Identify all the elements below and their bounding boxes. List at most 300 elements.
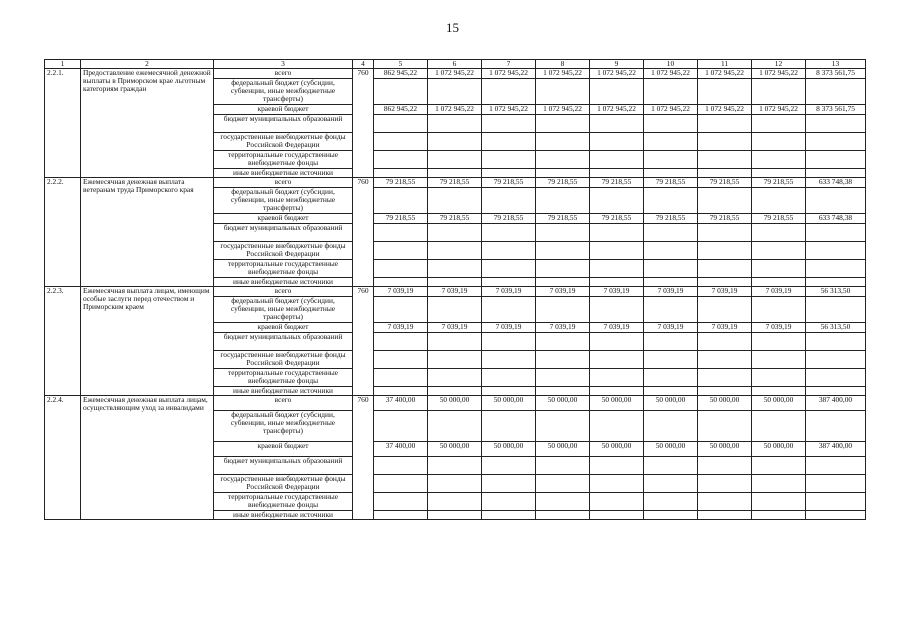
empty-cell: [698, 511, 752, 520]
funding-source: федеральный бюджет (субсидии, субвенции, иные межбюджетные трансферты): [214, 297, 353, 323]
empty-cell: [644, 493, 698, 511]
column-header-6: 6: [428, 60, 482, 69]
regional-value: 7 039,19: [428, 323, 482, 333]
empty-cell: [428, 351, 482, 369]
empty-cell: [482, 115, 536, 133]
budget-code: 760: [353, 396, 374, 520]
budget-code: 760: [353, 178, 374, 287]
empty-cell: [806, 133, 866, 151]
empty-cell: [482, 511, 536, 520]
regional-value: 79 218,55: [536, 214, 590, 224]
budget-code: 760: [353, 69, 374, 178]
regional-value: 1 072 945,22: [536, 105, 590, 115]
empty-cell: [644, 224, 698, 242]
funding-source: иные внебюджетные источники: [214, 511, 353, 520]
empty-cell: [536, 457, 590, 475]
regional-value: 79 218,55: [428, 214, 482, 224]
funding-source: государственные внебюджетные фонды Российской Федерации: [214, 242, 353, 260]
total-value: 79 218,55: [752, 178, 806, 188]
empty-cell: [752, 188, 806, 214]
empty-cell: [590, 169, 644, 178]
empty-cell: [590, 493, 644, 511]
empty-cell: [644, 242, 698, 260]
empty-cell: [482, 369, 536, 387]
empty-cell: [806, 351, 866, 369]
empty-cell: [698, 188, 752, 214]
empty-cell: [536, 115, 590, 133]
funding-source: краевой бюджет: [214, 323, 353, 333]
empty-cell: [806, 493, 866, 511]
table-body: [45, 60, 866, 520]
total-value: 1 072 945,22: [428, 69, 482, 79]
empty-cell: [482, 411, 536, 442]
regional-value: 79 218,55: [644, 214, 698, 224]
empty-cell: [536, 493, 590, 511]
empty-cell: [428, 369, 482, 387]
empty-cell: [644, 260, 698, 278]
empty-cell: [428, 115, 482, 133]
funding-source: иные внебюджетные источники: [214, 387, 353, 396]
item-number: 2.2.4.: [45, 396, 81, 520]
empty-cell: [806, 297, 866, 323]
empty-cell: [482, 475, 536, 493]
column-header-9: 9: [590, 60, 644, 69]
empty-cell: [806, 79, 866, 105]
empty-cell: [536, 387, 590, 396]
empty-cell: [806, 369, 866, 387]
regional-value: 79 218,55: [752, 214, 806, 224]
empty-cell: [536, 133, 590, 151]
empty-cell: [698, 242, 752, 260]
empty-cell: [752, 511, 806, 520]
empty-cell: [752, 297, 806, 323]
regional-value: 1 072 945,22: [428, 105, 482, 115]
regional-value: 50 000,00: [698, 442, 752, 457]
empty-cell: [374, 79, 428, 105]
empty-cell: [698, 133, 752, 151]
empty-cell: [806, 260, 866, 278]
regional-value: 79 218,55: [482, 214, 536, 224]
empty-cell: [698, 169, 752, 178]
empty-cell: [482, 79, 536, 105]
regional-value: 7 039,19: [590, 323, 644, 333]
empty-cell: [752, 79, 806, 105]
empty-cell: [536, 79, 590, 105]
total-value: 7 039,19: [428, 287, 482, 297]
empty-cell: [590, 297, 644, 323]
empty-cell: [536, 351, 590, 369]
empty-cell: [374, 242, 428, 260]
regional-value: 1 072 945,22: [752, 105, 806, 115]
total-value: 1 072 945,22: [590, 69, 644, 79]
empty-cell: [752, 475, 806, 493]
column-header-12: 12: [752, 60, 806, 69]
empty-cell: [698, 351, 752, 369]
empty-cell: [752, 278, 806, 287]
empty-cell: [374, 457, 428, 475]
empty-cell: [374, 260, 428, 278]
empty-cell: [374, 387, 428, 396]
total-value: 7 039,19: [698, 287, 752, 297]
empty-cell: [752, 333, 806, 351]
empty-cell: [428, 188, 482, 214]
empty-cell: [590, 333, 644, 351]
empty-cell: [698, 297, 752, 323]
regional-value: 7 039,19: [752, 323, 806, 333]
empty-cell: [698, 260, 752, 278]
funding-source: территориальные государственные внебюджетные фонды: [214, 260, 353, 278]
item-name: Ежемесячная денежная выплата ветеранам труда Приморского края: [81, 178, 214, 287]
item-number: 2.2.2.: [45, 178, 81, 287]
empty-cell: [428, 493, 482, 511]
column-header-11: 11: [698, 60, 752, 69]
empty-cell: [644, 369, 698, 387]
empty-cell: [698, 151, 752, 169]
budget-code: 760: [353, 287, 374, 396]
empty-cell: [752, 151, 806, 169]
empty-cell: [428, 278, 482, 287]
empty-cell: [806, 169, 866, 178]
total-value: 50 000,00: [482, 396, 536, 411]
item-number: 2.2.1.: [45, 69, 81, 178]
regional-value: 1 072 945,22: [644, 105, 698, 115]
total-value: 56 313,50: [806, 287, 866, 297]
regional-value: 7 039,19: [698, 323, 752, 333]
empty-cell: [644, 133, 698, 151]
total-value: 1 072 945,22: [698, 69, 752, 79]
regional-value: 633 748,38: [806, 214, 866, 224]
total-value: 50 000,00: [428, 396, 482, 411]
column-header-1: 1: [45, 60, 81, 69]
empty-cell: [752, 260, 806, 278]
regional-value: 7 039,19: [644, 323, 698, 333]
total-value: 37 400,00: [374, 396, 428, 411]
empty-cell: [806, 475, 866, 493]
item-name: Предоставление ежемесячной денежной выплаты в Приморском крае льготным категориям граждан: [81, 69, 214, 178]
regional-value: 79 218,55: [374, 214, 428, 224]
empty-cell: [428, 169, 482, 178]
total-value: 387 400,00: [806, 396, 866, 411]
funding-source: иные внебюджетные источники: [214, 278, 353, 287]
regional-value: 7 039,19: [536, 323, 590, 333]
regional-value: 50 000,00: [590, 442, 644, 457]
empty-cell: [536, 260, 590, 278]
empty-cell: [428, 511, 482, 520]
empty-cell: [374, 224, 428, 242]
empty-cell: [806, 188, 866, 214]
column-header-10: 10: [644, 60, 698, 69]
total-value: 7 039,19: [374, 287, 428, 297]
total-value: 8 373 561,75: [806, 69, 866, 79]
empty-cell: [590, 511, 644, 520]
empty-cell: [482, 297, 536, 323]
regional-value: 50 000,00: [428, 442, 482, 457]
empty-cell: [644, 333, 698, 351]
empty-cell: [752, 493, 806, 511]
empty-cell: [698, 278, 752, 287]
empty-cell: [482, 151, 536, 169]
empty-cell: [590, 133, 644, 151]
empty-cell: [482, 242, 536, 260]
total-value: 50 000,00: [644, 396, 698, 411]
funding-source: всего: [214, 178, 353, 188]
regional-value: 79 218,55: [590, 214, 644, 224]
empty-cell: [482, 457, 536, 475]
funding-source: территориальные государственные внебюджетные фонды: [214, 151, 353, 169]
total-value: 1 072 945,22: [752, 69, 806, 79]
funding-source: государственные внебюджетные фонды Российской Федерации: [214, 133, 353, 151]
empty-cell: [752, 242, 806, 260]
column-header-7: 7: [482, 60, 536, 69]
empty-cell: [698, 387, 752, 396]
empty-cell: [806, 511, 866, 520]
empty-cell: [428, 333, 482, 351]
regional-value: 37 400,00: [374, 442, 428, 457]
empty-cell: [590, 369, 644, 387]
empty-cell: [374, 511, 428, 520]
funding-source: иные внебюджетные источники: [214, 169, 353, 178]
empty-cell: [806, 457, 866, 475]
regional-value: 56 313,50: [806, 323, 866, 333]
total-value: 79 218,55: [536, 178, 590, 188]
empty-cell: [536, 511, 590, 520]
column-number-header: [45, 60, 866, 69]
empty-cell: [374, 411, 428, 442]
empty-cell: [590, 242, 644, 260]
total-value: 7 039,19: [644, 287, 698, 297]
empty-cell: [482, 224, 536, 242]
empty-cell: [644, 278, 698, 287]
funding-source: федеральный бюджет (субсидии, субвенции, иные межбюджетные трансферты): [214, 79, 353, 105]
total-value: 79 218,55: [482, 178, 536, 188]
empty-cell: [536, 188, 590, 214]
empty-cell: [428, 387, 482, 396]
empty-cell: [590, 411, 644, 442]
budget-table: [44, 59, 866, 520]
empty-cell: [698, 224, 752, 242]
empty-cell: [590, 115, 644, 133]
empty-cell: [428, 151, 482, 169]
funding-source: краевой бюджет: [214, 105, 353, 115]
column-header-5: 5: [374, 60, 428, 69]
total-value: 50 000,00: [590, 396, 644, 411]
empty-cell: [644, 79, 698, 105]
empty-cell: [806, 411, 866, 442]
empty-cell: [806, 387, 866, 396]
total-value: 1 072 945,22: [536, 69, 590, 79]
regional-value: 50 000,00: [482, 442, 536, 457]
empty-cell: [428, 133, 482, 151]
total-value: 7 039,19: [752, 287, 806, 297]
empty-cell: [644, 115, 698, 133]
regional-value: 862 945,22: [374, 105, 428, 115]
empty-cell: [698, 79, 752, 105]
regional-value: 1 072 945,22: [698, 105, 752, 115]
empty-cell: [482, 133, 536, 151]
empty-cell: [536, 333, 590, 351]
empty-cell: [428, 224, 482, 242]
funding-source: территориальные государственные внебюджетные фонды: [214, 493, 353, 511]
funding-source: территориальные государственные внебюджетные фонды: [214, 369, 353, 387]
empty-cell: [698, 115, 752, 133]
empty-cell: [374, 475, 428, 493]
empty-cell: [536, 242, 590, 260]
empty-cell: [698, 333, 752, 351]
empty-cell: [644, 511, 698, 520]
empty-cell: [428, 475, 482, 493]
total-value: 50 000,00: [536, 396, 590, 411]
empty-cell: [644, 351, 698, 369]
empty-cell: [428, 457, 482, 475]
empty-cell: [644, 457, 698, 475]
empty-cell: [590, 351, 644, 369]
total-value: 7 039,19: [536, 287, 590, 297]
empty-cell: [428, 297, 482, 323]
column-header-13: 13: [806, 60, 866, 69]
empty-cell: [374, 351, 428, 369]
empty-cell: [374, 133, 428, 151]
total-value: 50 000,00: [752, 396, 806, 411]
total-value: 79 218,55: [590, 178, 644, 188]
empty-cell: [482, 260, 536, 278]
regional-value: 50 000,00: [752, 442, 806, 457]
empty-cell: [806, 333, 866, 351]
empty-cell: [482, 278, 536, 287]
table-row: [45, 178, 866, 188]
regional-value: 1 072 945,22: [482, 105, 536, 115]
empty-cell: [752, 351, 806, 369]
empty-cell: [590, 457, 644, 475]
empty-cell: [644, 151, 698, 169]
empty-cell: [374, 188, 428, 214]
empty-cell: [482, 169, 536, 178]
empty-cell: [374, 169, 428, 178]
empty-cell: [536, 278, 590, 287]
empty-cell: [644, 188, 698, 214]
total-value: 1 072 945,22: [644, 69, 698, 79]
empty-cell: [428, 260, 482, 278]
empty-cell: [590, 79, 644, 105]
total-value: 79 218,55: [374, 178, 428, 188]
total-value: 1 072 945,22: [482, 69, 536, 79]
funding-source: краевой бюджет: [214, 442, 353, 457]
regional-value: 7 039,19: [482, 323, 536, 333]
empty-cell: [374, 151, 428, 169]
empty-cell: [752, 457, 806, 475]
empty-cell: [590, 475, 644, 493]
regional-value: 50 000,00: [536, 442, 590, 457]
empty-cell: [482, 387, 536, 396]
empty-cell: [428, 79, 482, 105]
empty-cell: [806, 115, 866, 133]
empty-cell: [482, 333, 536, 351]
empty-cell: [374, 333, 428, 351]
empty-cell: [482, 188, 536, 214]
regional-value: 8 373 561,75: [806, 105, 866, 115]
table-row: [45, 396, 866, 411]
empty-cell: [752, 133, 806, 151]
empty-cell: [806, 224, 866, 242]
empty-cell: [536, 169, 590, 178]
funding-source: бюджет муниципальных образований: [214, 115, 353, 133]
regional-value: 79 218,55: [698, 214, 752, 224]
empty-cell: [536, 411, 590, 442]
empty-cell: [374, 369, 428, 387]
empty-cell: [536, 224, 590, 242]
empty-cell: [590, 151, 644, 169]
empty-cell: [644, 475, 698, 493]
table-row: [45, 69, 866, 79]
funding-source: федеральный бюджет (субсидии, субвенции, иные межбюджетные трансферты): [214, 411, 353, 442]
empty-cell: [806, 278, 866, 287]
total-value: 50 000,00: [698, 396, 752, 411]
regional-value: 50 000,00: [644, 442, 698, 457]
empty-cell: [806, 242, 866, 260]
empty-cell: [374, 297, 428, 323]
empty-cell: [644, 387, 698, 396]
column-header-4: 4: [353, 60, 374, 69]
funding-source: государственные внебюджетные фонды Российской Федерации: [214, 475, 353, 493]
total-value: 7 039,19: [590, 287, 644, 297]
empty-cell: [644, 169, 698, 178]
empty-cell: [482, 351, 536, 369]
item-name: Ежемесячная денежная выплата лицам, осуществляющим уход за инвалидами: [81, 396, 214, 520]
total-value: 79 218,55: [644, 178, 698, 188]
funding-source: бюджет муниципальных образований: [214, 224, 353, 242]
funding-source: краевой бюджет: [214, 214, 353, 224]
empty-cell: [428, 242, 482, 260]
empty-cell: [698, 411, 752, 442]
regional-value: 7 039,19: [374, 323, 428, 333]
empty-cell: [590, 224, 644, 242]
empty-cell: [374, 493, 428, 511]
column-header-3: 3: [214, 60, 353, 69]
empty-cell: [698, 457, 752, 475]
total-value: 79 218,55: [698, 178, 752, 188]
funding-source: всего: [214, 69, 353, 79]
funding-source: государственные внебюджетные фонды Российской Федерации: [214, 351, 353, 369]
funding-source: бюджет муниципальных образований: [214, 457, 353, 475]
empty-cell: [644, 411, 698, 442]
empty-cell: [428, 411, 482, 442]
item-number: 2.2.3.: [45, 287, 81, 396]
empty-cell: [752, 169, 806, 178]
total-value: 862 945,22: [374, 69, 428, 79]
page-number: 15: [446, 20, 459, 35]
empty-cell: [590, 260, 644, 278]
empty-cell: [806, 151, 866, 169]
empty-cell: [752, 411, 806, 442]
total-value: 633 748,38: [806, 178, 866, 188]
empty-cell: [374, 115, 428, 133]
empty-cell: [536, 475, 590, 493]
funding-source: федеральный бюджет (субсидии, субвенции, иные межбюджетные трансферты): [214, 188, 353, 214]
column-header-8: 8: [536, 60, 590, 69]
item-name: Ежемесячная выплата лицам, имеющим особые заслуги перед отечеством и Приморским краем: [81, 287, 214, 396]
regional-value: 387 400,00: [806, 442, 866, 457]
empty-cell: [752, 387, 806, 396]
empty-cell: [590, 278, 644, 287]
funding-source: бюджет муниципальных образований: [214, 333, 353, 351]
empty-cell: [644, 297, 698, 323]
empty-cell: [536, 297, 590, 323]
empty-cell: [698, 475, 752, 493]
empty-cell: [752, 115, 806, 133]
funding-source: всего: [214, 287, 353, 297]
empty-cell: [590, 188, 644, 214]
empty-cell: [374, 278, 428, 287]
empty-cell: [752, 369, 806, 387]
